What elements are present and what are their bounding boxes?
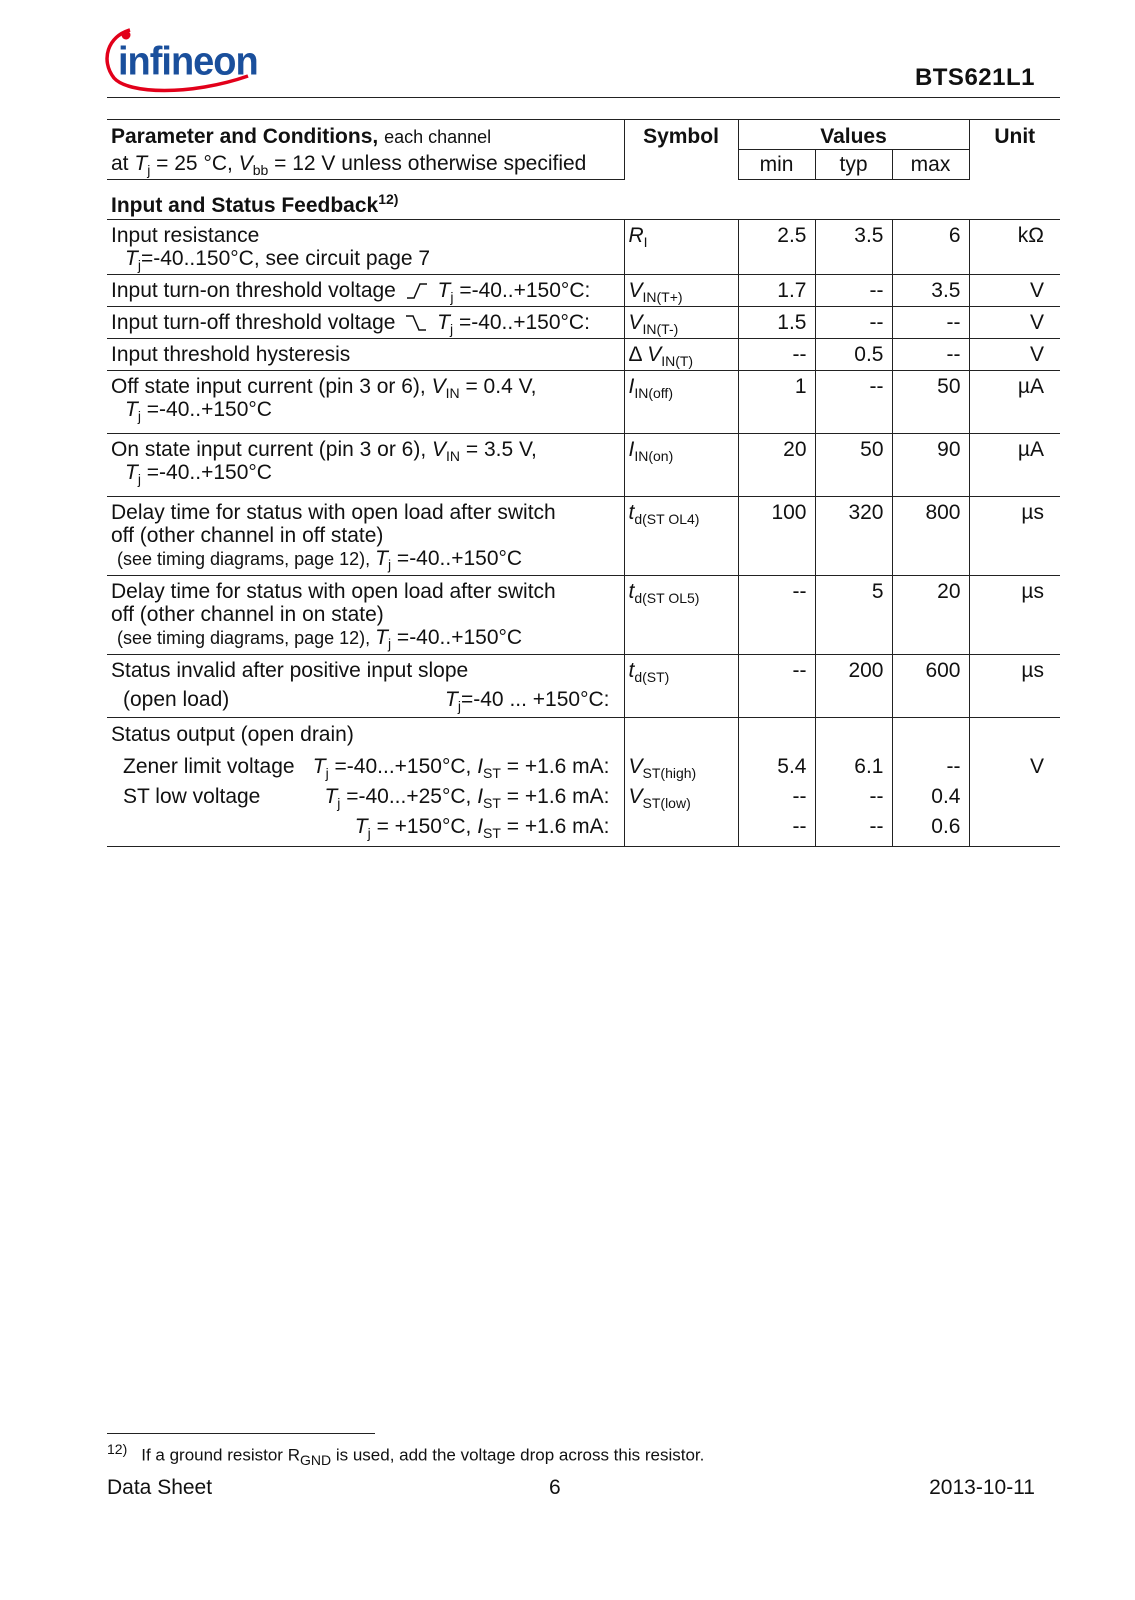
max-cell: -- 0.4 0.6 [892, 717, 969, 846]
logo-text: infineon [118, 39, 258, 84]
max-cell: 20 [892, 575, 969, 654]
min-cell: 1.7 [738, 274, 815, 306]
typ-cell: -- [815, 370, 892, 433]
param-cell: Input turn-off threshold voltage $T_j =-40..+150^\circ C$: [107, 306, 624, 338]
unit-cell: µs [969, 496, 1060, 575]
header-symbol: Symbol [624, 120, 738, 180]
table-row [107, 654, 1060, 717]
header-parameter: Parameter and Conditions, each channel [107, 120, 624, 150]
min-cell: -- [738, 575, 815, 654]
symbol-cell: $V_{IN(T+)}$ [624, 274, 738, 306]
max-cell: 90 [892, 433, 969, 496]
param-cell: Delay time for status with open load after switch off (other channel in on state) (see timing diagrams, page 12), $T_j =-40..+150^\circ C$ [107, 575, 624, 654]
symbol-cell: $t_{d(ST)}$ [624, 654, 738, 717]
typ-cell: 50 [815, 433, 892, 496]
header-rule [107, 97, 1060, 98]
unit-cell: µA [969, 370, 1060, 433]
footer-doc-type: Data Sheet [107, 1476, 213, 1499]
part-number: BTS621L1 [914, 64, 1035, 91]
typ-cell: 320 [815, 496, 892, 575]
symbol-cell: $I_{IN(on)}$ [624, 433, 738, 496]
symbol-cell: $R_I$ [624, 219, 738, 274]
table-row [107, 219, 1060, 274]
symbol-cell: Δ $V_{IN(T)}$ [624, 338, 738, 370]
symbol-cell: $I_{IN(off)}$ [624, 370, 738, 433]
table-row [107, 338, 1060, 370]
min-cell: 100 [738, 496, 815, 575]
min-cell: 20 [738, 433, 815, 496]
param-cell: Off state input current (pin 3 or 6), $V_{IN} = 0.4$ V, $T_j =-40..+150^\circ C$ [107, 370, 624, 433]
footnote-rule [107, 1433, 375, 1434]
table-header-row [107, 120, 1060, 150]
table-subheader-row [107, 149, 1060, 179]
falling-edge-icon [405, 315, 427, 331]
param-cell: On state input current (pin 3 or 6), $V_{IN} = 3.5$ V, $T_j =-40..+150^\circ C$ [107, 433, 624, 496]
typ-cell: 200 [815, 654, 892, 717]
min-cell: -- [738, 338, 815, 370]
infineon-logo [100, 18, 265, 98]
unit-cell: V [969, 274, 1060, 306]
rising-edge-icon [406, 283, 428, 299]
header-unit: Unit [969, 120, 1060, 180]
param-cell: Input resistance $T_j=-40..150^\circ C$, see circuit page 7 [107, 219, 624, 274]
typ-cell: 0.5 [815, 338, 892, 370]
min-cell: 5.4 -- -- [738, 717, 815, 846]
symbol-cell: $t_{d(ST OL4)}$ [624, 496, 738, 575]
table-row [107, 306, 1060, 338]
section-title: Input and Status Feedback$^{12)}$ [107, 179, 1060, 219]
param-cell: Delay time for status with open load after switch off (other channel in off state) (see timing diagrams, page 12), $T_j =-40..+150^\circ C$ [107, 496, 624, 575]
unit-cell: µs [969, 654, 1060, 717]
header-typ: typ [815, 149, 892, 179]
param-cell: Input turn-on threshold voltage $T_j =-40..+150^\circ C$: [107, 274, 624, 306]
spec-table [107, 119, 1060, 847]
header-max: max [892, 149, 969, 179]
param-cell: Status invalid after positive input slope (open load) $T_j=-40$ ... +150°C: [107, 654, 624, 717]
typ-cell: 5 [815, 575, 892, 654]
max-cell: -- [892, 338, 969, 370]
table-row [107, 575, 1060, 654]
table-row [107, 370, 1060, 433]
symbol-cell: $t_{d(ST OL5)}$ [624, 575, 738, 654]
table-row [107, 274, 1060, 306]
header-values: Values [738, 120, 969, 150]
param-cell: Input threshold hysteresis [107, 338, 624, 370]
param-cell: Status output (open drain) Zener limit voltage $T_j =-40...+150^\circ C$, $I_{ST} = +1.6$ mA: ST low voltage $T_j =-40...+25^\circ C$, $I_{ST} = +1.6$ mA: $T_j = +150^\circ C$, $I_{ST} = +1.6$ mA: [107, 717, 624, 846]
typ-cell: 6.1 -- -- [815, 717, 892, 846]
min-cell: 1 [738, 370, 815, 433]
header-min: min [738, 149, 815, 179]
unit-cell: µA [969, 433, 1060, 496]
unit-cell: kΩ [969, 219, 1060, 274]
unit-cell: V [969, 306, 1060, 338]
max-cell: 3.5 [892, 274, 969, 306]
section-row [107, 179, 1060, 219]
unit-cell: V [969, 717, 1060, 846]
max-cell: 800 [892, 496, 969, 575]
max-cell: 50 [892, 370, 969, 433]
typ-cell: 3.5 [815, 219, 892, 274]
unit-cell: V [969, 338, 1060, 370]
table-row [107, 717, 1060, 846]
max-cell: 600 [892, 654, 969, 717]
header-conditions: at $T_j = 25$ °C, $V_{bb} = 12$ V unless otherwise specified [107, 149, 624, 179]
symbol-cell: $V_{ST(high)}$ $V_{ST(low)}$ [624, 717, 738, 846]
min-cell: 1.5 [738, 306, 815, 338]
table-row [107, 433, 1060, 496]
footnote: $^{12)}$ If a ground resistor $R_{GND}$ is used, add the voltage drop across this resistor. [107, 1441, 705, 1469]
unit-cell: µs [969, 575, 1060, 654]
max-cell: 6 [892, 219, 969, 274]
symbol-cell: $V_{IN(T-)}$ [624, 306, 738, 338]
typ-cell: -- [815, 274, 892, 306]
footer-page-number: 6 [549, 1476, 561, 1499]
footer-date: 2013-10-11 [929, 1476, 1035, 1499]
min-cell: 2.5 [738, 219, 815, 274]
min-cell: -- [738, 654, 815, 717]
table-row [107, 496, 1060, 575]
typ-cell: -- [815, 306, 892, 338]
logo-dot [122, 31, 131, 40]
max-cell: -- [892, 306, 969, 338]
